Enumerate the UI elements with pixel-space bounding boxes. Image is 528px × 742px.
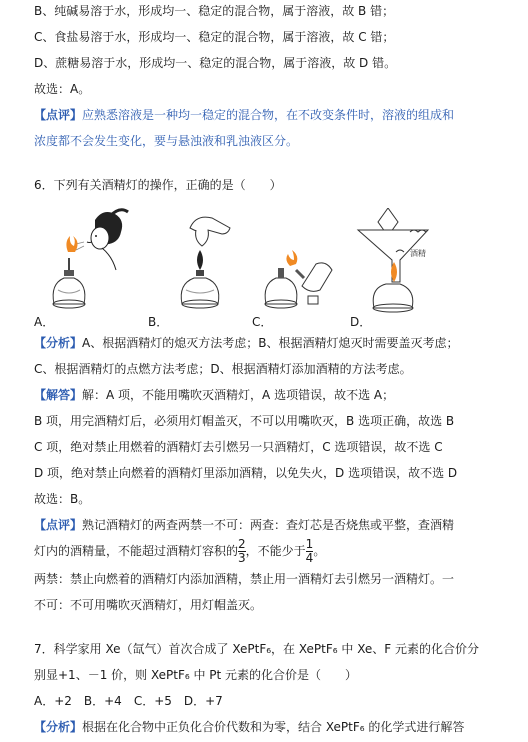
fraction-numerator: 1: [305, 537, 314, 551]
q6-comment-line3: 两禁：禁止向燃着的酒精灯内添加酒精，禁止用一酒精灯去引燃另一酒精灯。一: [34, 572, 455, 586]
q6-analysis-line1: [34, 334, 458, 352]
analysis-tag: 【分析】: [34, 720, 83, 734]
fraction-denominator: 3: [238, 551, 246, 565]
analysis-text: A、根据酒精灯的熄灭方法考虑；B、根据酒精灯熄灭时需要盖灭考虑；: [82, 336, 459, 350]
q6-solution-line2: B 项，用完酒精灯后，必须用灯帽盖灭，不可以用嘴吹灭，B 选项正确，故选 B: [34, 414, 455, 428]
alcohol-bottle-label: 酒精: [410, 249, 426, 258]
comment-text-b3: 。: [313, 544, 326, 558]
q7-choices: A．+2 B．+4 C．+5 D．+7: [34, 694, 223, 708]
q7-analysis-line1: [34, 718, 464, 736]
q6-option-c: C．: [252, 315, 273, 329]
prev-comment-line2: 浓度都不会发生变化，要与悬浊液和乳浊液区分。: [34, 134, 299, 148]
fraction-numerator: 2: [238, 537, 246, 551]
solution-text: 解：A 项，不能用嘴吹灭酒精灯，A 选项错误，故不选 A；: [82, 388, 395, 402]
q6-comment-line1: [34, 516, 454, 534]
prev-option-c: C、食盐易溶于水，形成均一、稳定的混合物，属于溶液，故 C 错；: [34, 30, 395, 44]
figure-b-capping-lamp: [160, 208, 240, 318]
q6-stem: 6．下列有关酒精灯的操作，正确的是（ ）: [34, 178, 282, 192]
comment-tag: 【点评】: [34, 518, 83, 532]
q6-solution-line3: C 项，绝对禁止用燃着的酒精灯去引燃另一只酒精灯，C 选项错误，故不选 C: [34, 440, 443, 454]
comment-text: 应熟悉溶液是一种均一稳定的混合物，在不改变条件时，溶液的组成和: [82, 108, 455, 122]
solution-tag: 【解答】: [34, 388, 83, 402]
q6-option-d: D．: [350, 315, 372, 329]
figure-a-blowing-lamp: [40, 208, 140, 318]
analysis-tag: 【分析】: [34, 336, 83, 350]
comment-text: 熟记酒精灯的两查两禁一不可：两查：查灯芯是否烧焦或平整，查酒精: [82, 518, 455, 532]
q6-solution-line1: [34, 386, 394, 404]
q7-stem-line2: 别显+1、－1 价，则 XePtF₆ 中 Pt 元素的化合价是（ ）: [34, 668, 358, 682]
comment-text-b1: 灯内的酒精量，不能超过酒精灯容积的: [34, 544, 239, 558]
fraction-two-thirds: [238, 538, 246, 565]
figure-c-lamp-to-lamp: [258, 208, 338, 318]
q7-stem-line1: 7．科学家用 Xe（氙气）首次合成了 XePtF₆，在 XePtF₆ 中 Xe、F 元素的化合价分: [34, 642, 479, 656]
q6-solution-line4: D 项，绝对禁止向燃着的酒精灯里添加酒精，以免失火，D 选项错误，故不选 D: [34, 466, 458, 480]
q6-option-b: B．: [148, 315, 169, 329]
prev-option-d: D、蔗糖易溶于水，形成均一、稳定的混合物，属于溶液，故 D 错。: [34, 56, 397, 70]
q6-analysis-line2: C、根据酒精灯的点燃方法考虑；D、根据酒精灯添加酒精的方法考虑。: [34, 362, 412, 376]
figure-d-adding-alcohol: [350, 208, 450, 318]
prev-answer: 故选：A。: [34, 82, 91, 96]
comment-text-b2: ，不能少于: [245, 544, 306, 558]
prev-comment-line1: [34, 106, 454, 124]
comment-tag: 【点评】: [34, 108, 83, 122]
analysis-text: 根据在化合物中正负化合价代数和为零，结合 XePtF₆ 的化学式进行解答: [82, 720, 465, 734]
fraction-denominator: 4: [305, 551, 314, 565]
prev-option-b: B、纯碱易溶于水，形成均一、稳定的混合物，属于溶液，故 B 错；: [34, 4, 395, 18]
q6-answer: 故选：B。: [34, 492, 91, 506]
q6-option-a: A．: [34, 315, 55, 329]
q6-comment-line2: [34, 536, 325, 566]
q6-comment-line4: 不可：不可用嘴吹灭酒精灯，用灯帽盖灭。: [34, 598, 263, 612]
